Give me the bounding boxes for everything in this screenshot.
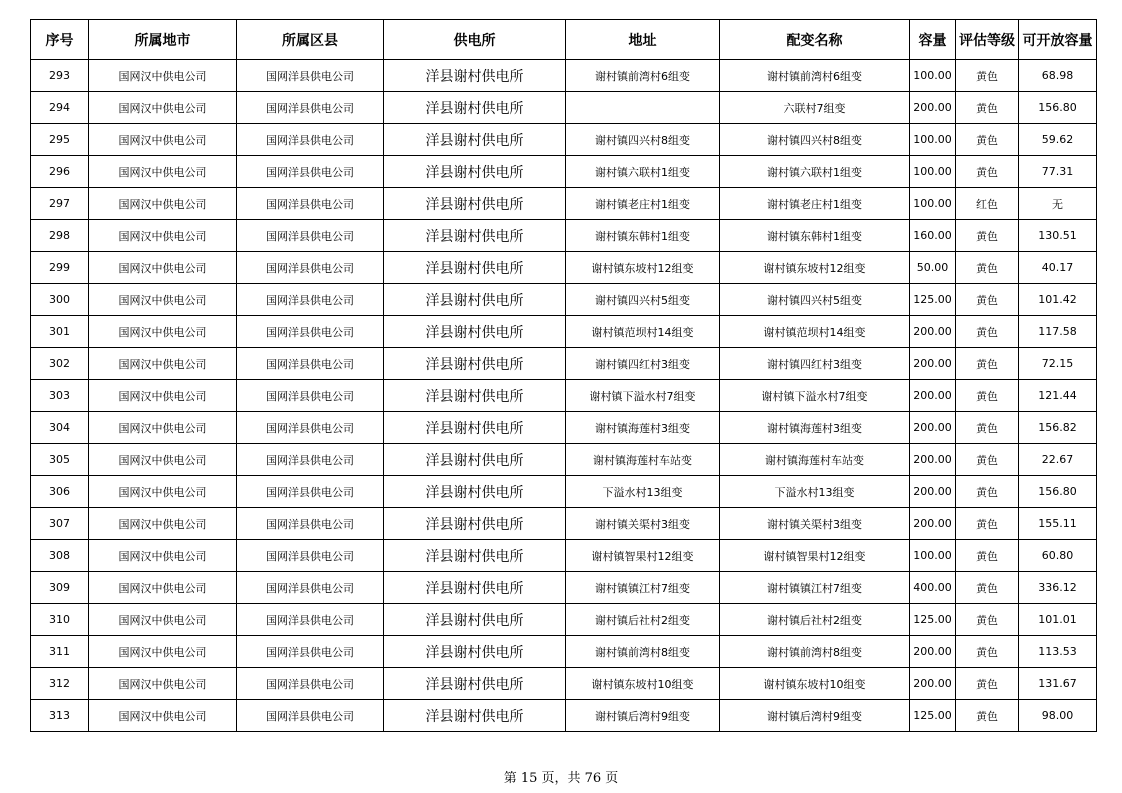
- cell-capacity: 100.00: [910, 124, 956, 156]
- cell-capacity: 200.00: [910, 380, 956, 412]
- cell-index: 303: [31, 380, 89, 412]
- page-footer: 第 15 页，共 76 页: [503, 771, 619, 786]
- cell-transformer-name: 谢村镇后社村2组变: [720, 604, 910, 636]
- cell-index: 299: [31, 252, 89, 284]
- cell-station: 洋县谢村供电所: [384, 124, 566, 156]
- cell-station: 洋县谢村供电所: [384, 284, 566, 316]
- cell-open-capacity: 98.00: [1019, 700, 1097, 732]
- cell-county: 国网洋县供电公司: [237, 124, 384, 156]
- cell-index: 308: [31, 540, 89, 572]
- cell-county: 国网洋县供电公司: [237, 188, 384, 220]
- cell-address: 谢村镇东坡村12组变: [566, 252, 720, 284]
- cell-county: 国网洋县供电公司: [237, 252, 384, 284]
- cell-index: 293: [31, 60, 89, 92]
- table-row: [31, 572, 1097, 604]
- table-row: [31, 508, 1097, 540]
- cell-index: 301: [31, 316, 89, 348]
- cell-county: 国网洋县供电公司: [237, 476, 384, 508]
- cell-capacity: 200.00: [910, 476, 956, 508]
- table-row: [31, 700, 1097, 732]
- table-row: [31, 92, 1097, 124]
- header-address: 地址: [566, 20, 720, 60]
- table-row: [31, 668, 1097, 700]
- cell-city: 国网汉中供电公司: [89, 60, 237, 92]
- cell-capacity: 50.00: [910, 252, 956, 284]
- table-header-row: [31, 20, 1097, 60]
- table-row: [31, 348, 1097, 380]
- cell-open-capacity: 113.53: [1019, 636, 1097, 668]
- cell-rating: 黄色: [956, 220, 1019, 252]
- cell-transformer-name: 谢村镇老庄村1组变: [720, 188, 910, 220]
- cell-rating: 黄色: [956, 92, 1019, 124]
- cell-city: 国网汉中供电公司: [89, 284, 237, 316]
- cell-address: 谢村镇四兴村8组变: [566, 124, 720, 156]
- cell-open-capacity: 156.80: [1019, 476, 1097, 508]
- cell-station: 洋县谢村供电所: [384, 60, 566, 92]
- cell-index: 312: [31, 668, 89, 700]
- cell-county: 国网洋县供电公司: [237, 60, 384, 92]
- cell-capacity: 200.00: [910, 412, 956, 444]
- cell-index: 295: [31, 124, 89, 156]
- cell-county: 国网洋县供电公司: [237, 220, 384, 252]
- table-row: [31, 188, 1097, 220]
- cell-capacity: 160.00: [910, 220, 956, 252]
- table-row: [31, 156, 1097, 188]
- header-index: 序号: [31, 20, 89, 60]
- cell-open-capacity: 72.15: [1019, 348, 1097, 380]
- cell-city: 国网汉中供电公司: [89, 348, 237, 380]
- cell-transformer-name: 谢村镇四兴村5组变: [720, 284, 910, 316]
- table-body: [31, 60, 1097, 732]
- cell-capacity: 100.00: [910, 188, 956, 220]
- cell-county: 国网洋县供电公司: [237, 348, 384, 380]
- cell-transformer-name: 下溢水村13组变: [720, 476, 910, 508]
- table-row: [31, 444, 1097, 476]
- cell-index: 294: [31, 92, 89, 124]
- cell-rating: 黄色: [956, 284, 1019, 316]
- cell-address: 谢村镇四兴村5组变: [566, 284, 720, 316]
- cell-station: 洋县谢村供电所: [384, 348, 566, 380]
- cell-transformer-name: 谢村镇范坝村14组变: [720, 316, 910, 348]
- cell-station: 洋县谢村供电所: [384, 508, 566, 540]
- cell-county: 国网洋县供电公司: [237, 668, 384, 700]
- cell-open-capacity: 131.67: [1019, 668, 1097, 700]
- cell-city: 国网汉中供电公司: [89, 444, 237, 476]
- cell-open-capacity: 156.80: [1019, 92, 1097, 124]
- cell-county: 国网洋县供电公司: [237, 700, 384, 732]
- cell-city: 国网汉中供电公司: [89, 508, 237, 540]
- cell-station: 洋县谢村供电所: [384, 572, 566, 604]
- cell-county: 国网洋县供电公司: [237, 380, 384, 412]
- cell-capacity: 200.00: [910, 636, 956, 668]
- cell-address: 谢村镇东韩村1组变: [566, 220, 720, 252]
- cell-station: 洋县谢村供电所: [384, 220, 566, 252]
- cell-rating: 黄色: [956, 444, 1019, 476]
- cell-transformer-name: 谢村镇东坡村10组变: [720, 668, 910, 700]
- header-station: 供电所: [384, 20, 566, 60]
- cell-county: 国网洋县供电公司: [237, 284, 384, 316]
- table-row: [31, 476, 1097, 508]
- cell-rating: 黄色: [956, 316, 1019, 348]
- table-row: [31, 636, 1097, 668]
- cell-address: 谢村镇镇江村7组变: [566, 572, 720, 604]
- cell-index: 307: [31, 508, 89, 540]
- cell-station: 洋县谢村供电所: [384, 156, 566, 188]
- cell-rating: 黄色: [956, 412, 1019, 444]
- cell-address: 谢村镇智果村12组变: [566, 540, 720, 572]
- cell-transformer-name: 六联村7组变: [720, 92, 910, 124]
- cell-station: 洋县谢村供电所: [384, 636, 566, 668]
- cell-city: 国网汉中供电公司: [89, 124, 237, 156]
- cell-station: 洋县谢村供电所: [384, 92, 566, 124]
- cell-address: 谢村镇范坝村14组变: [566, 316, 720, 348]
- cell-capacity: 200.00: [910, 444, 956, 476]
- cell-city: 国网汉中供电公司: [89, 188, 237, 220]
- cell-transformer-name: 谢村镇镇江村7组变: [720, 572, 910, 604]
- cell-open-capacity: 121.44: [1019, 380, 1097, 412]
- cell-rating: 黄色: [956, 572, 1019, 604]
- table-row: [31, 60, 1097, 92]
- cell-address: 谢村镇前湾村6组变: [566, 60, 720, 92]
- cell-open-capacity: 22.67: [1019, 444, 1097, 476]
- cell-rating: 黄色: [956, 540, 1019, 572]
- table-row: [31, 316, 1097, 348]
- cell-index: 300: [31, 284, 89, 316]
- header-transformer-name: 配变名称: [720, 20, 910, 60]
- cell-rating: 黄色: [956, 124, 1019, 156]
- cell-county: 国网洋县供电公司: [237, 316, 384, 348]
- table-row: [31, 540, 1097, 572]
- cell-capacity: 100.00: [910, 156, 956, 188]
- cell-county: 国网洋县供电公司: [237, 636, 384, 668]
- table-row: [31, 604, 1097, 636]
- table-row: [31, 412, 1097, 444]
- cell-city: 国网汉中供电公司: [89, 636, 237, 668]
- cell-rating: 黄色: [956, 252, 1019, 284]
- table-row: [31, 252, 1097, 284]
- header-city: 所属地市: [89, 20, 237, 60]
- cell-capacity: 100.00: [910, 540, 956, 572]
- cell-rating: 黄色: [956, 700, 1019, 732]
- cell-transformer-name: 谢村镇后湾村9组变: [720, 700, 910, 732]
- cell-rating: 黄色: [956, 348, 1019, 380]
- cell-index: 305: [31, 444, 89, 476]
- cell-capacity: 200.00: [910, 316, 956, 348]
- cell-station: 洋县谢村供电所: [384, 668, 566, 700]
- cell-transformer-name: 谢村镇海莲村3组变: [720, 412, 910, 444]
- cell-capacity: 400.00: [910, 572, 956, 604]
- cell-city: 国网汉中供电公司: [89, 156, 237, 188]
- cell-open-capacity: 68.98: [1019, 60, 1097, 92]
- cell-transformer-name: 谢村镇下溢水村7组变: [720, 380, 910, 412]
- cell-county: 国网洋县供电公司: [237, 508, 384, 540]
- cell-index: 311: [31, 636, 89, 668]
- cell-transformer-name: 谢村镇四兴村8组变: [720, 124, 910, 156]
- cell-capacity: 200.00: [910, 92, 956, 124]
- cell-city: 国网汉中供电公司: [89, 220, 237, 252]
- cell-address: 谢村镇后社村2组变: [566, 604, 720, 636]
- cell-rating: 黄色: [956, 476, 1019, 508]
- cell-city: 国网汉中供电公司: [89, 700, 237, 732]
- cell-capacity: 200.00: [910, 348, 956, 380]
- header-county: 所属区县: [237, 20, 384, 60]
- cell-transformer-name: 谢村镇关渠村3组变: [720, 508, 910, 540]
- cell-county: 国网洋县供电公司: [237, 412, 384, 444]
- cell-rating: 黄色: [956, 156, 1019, 188]
- cell-city: 国网汉中供电公司: [89, 540, 237, 572]
- cell-address: [566, 92, 720, 124]
- cell-county: 国网洋县供电公司: [237, 444, 384, 476]
- table-row: [31, 220, 1097, 252]
- header-rating: 评估等级: [956, 20, 1019, 60]
- cell-address: 下溢水村13组变: [566, 476, 720, 508]
- cell-open-capacity: 336.12: [1019, 572, 1097, 604]
- cell-index: 309: [31, 572, 89, 604]
- header-capacity: 容量: [910, 20, 956, 60]
- cell-station: 洋县谢村供电所: [384, 188, 566, 220]
- cell-open-capacity: 77.31: [1019, 156, 1097, 188]
- cell-county: 国网洋县供电公司: [237, 540, 384, 572]
- cell-rating: 黄色: [956, 604, 1019, 636]
- cell-transformer-name: 谢村镇前湾村6组变: [720, 60, 910, 92]
- cell-county: 国网洋县供电公司: [237, 92, 384, 124]
- cell-city: 国网汉中供电公司: [89, 476, 237, 508]
- cell-address: 谢村镇六联村1组变: [566, 156, 720, 188]
- cell-index: 298: [31, 220, 89, 252]
- cell-transformer-name: 谢村镇海莲村车站变: [720, 444, 910, 476]
- cell-station: 洋县谢村供电所: [384, 316, 566, 348]
- cell-city: 国网汉中供电公司: [89, 604, 237, 636]
- cell-transformer-name: 谢村镇智果村12组变: [720, 540, 910, 572]
- cell-capacity: 125.00: [910, 700, 956, 732]
- cell-rating: 黄色: [956, 508, 1019, 540]
- cell-address: 谢村镇老庄村1组变: [566, 188, 720, 220]
- cell-station: 洋县谢村供电所: [384, 444, 566, 476]
- cell-station: 洋县谢村供电所: [384, 540, 566, 572]
- cell-open-capacity: 40.17: [1019, 252, 1097, 284]
- cell-county: 国网洋县供电公司: [237, 156, 384, 188]
- cell-city: 国网汉中供电公司: [89, 316, 237, 348]
- cell-rating: 黄色: [956, 60, 1019, 92]
- cell-index: 302: [31, 348, 89, 380]
- cell-city: 国网汉中供电公司: [89, 412, 237, 444]
- cell-city: 国网汉中供电公司: [89, 572, 237, 604]
- cell-address: 谢村镇下溢水村7组变: [566, 380, 720, 412]
- cell-open-capacity: 101.01: [1019, 604, 1097, 636]
- table-row: [31, 380, 1097, 412]
- cell-index: 306: [31, 476, 89, 508]
- cell-station: 洋县谢村供电所: [384, 700, 566, 732]
- cell-address: 谢村镇海莲村车站变: [566, 444, 720, 476]
- cell-station: 洋县谢村供电所: [384, 412, 566, 444]
- cell-capacity: 200.00: [910, 508, 956, 540]
- cell-transformer-name: 谢村镇六联村1组变: [720, 156, 910, 188]
- cell-capacity: 125.00: [910, 284, 956, 316]
- cell-open-capacity: 101.42: [1019, 284, 1097, 316]
- cell-city: 国网汉中供电公司: [89, 380, 237, 412]
- cell-county: 国网洋县供电公司: [237, 572, 384, 604]
- cell-transformer-name: 谢村镇东坡村12组变: [720, 252, 910, 284]
- cell-transformer-name: 谢村镇前湾村8组变: [720, 636, 910, 668]
- cell-index: 310: [31, 604, 89, 636]
- cell-city: 国网汉中供电公司: [89, 252, 237, 284]
- cell-transformer-name: 谢村镇四红村3组变: [720, 348, 910, 380]
- cell-rating: 黄色: [956, 636, 1019, 668]
- cell-station: 洋县谢村供电所: [384, 380, 566, 412]
- cell-index: 296: [31, 156, 89, 188]
- cell-rating: 红色: [956, 188, 1019, 220]
- cell-index: 313: [31, 700, 89, 732]
- cell-open-capacity: 117.58: [1019, 316, 1097, 348]
- cell-rating: 黄色: [956, 380, 1019, 412]
- cell-address: 谢村镇东坡村10组变: [566, 668, 720, 700]
- table-row: [31, 124, 1097, 156]
- cell-address: 谢村镇后湾村9组变: [566, 700, 720, 732]
- cell-rating: 黄色: [956, 668, 1019, 700]
- cell-open-capacity: 130.51: [1019, 220, 1097, 252]
- cell-capacity: 200.00: [910, 668, 956, 700]
- cell-open-capacity: 59.62: [1019, 124, 1097, 156]
- cell-transformer-name: 谢村镇东韩村1组变: [720, 220, 910, 252]
- cell-open-capacity: 155.11: [1019, 508, 1097, 540]
- transformer-capacity-table-container: [30, 19, 1096, 732]
- cell-station: 洋县谢村供电所: [384, 476, 566, 508]
- cell-open-capacity: 无: [1019, 188, 1097, 220]
- cell-address: 谢村镇海莲村3组变: [566, 412, 720, 444]
- cell-address: 谢村镇前湾村8组变: [566, 636, 720, 668]
- cell-open-capacity: 60.80: [1019, 540, 1097, 572]
- cell-capacity: 125.00: [910, 604, 956, 636]
- cell-open-capacity: 156.82: [1019, 412, 1097, 444]
- cell-address: 谢村镇四红村3组变: [566, 348, 720, 380]
- header-open-capacity: 可开放容量: [1019, 20, 1097, 60]
- cell-index: 304: [31, 412, 89, 444]
- table-row: [31, 284, 1097, 316]
- cell-county: 国网洋县供电公司: [237, 604, 384, 636]
- transformer-capacity-table: [30, 19, 1097, 732]
- cell-station: 洋县谢村供电所: [384, 604, 566, 636]
- cell-city: 国网汉中供电公司: [89, 92, 237, 124]
- cell-capacity: 100.00: [910, 60, 956, 92]
- cell-city: 国网汉中供电公司: [89, 668, 237, 700]
- cell-index: 297: [31, 188, 89, 220]
- cell-station: 洋县谢村供电所: [384, 252, 566, 284]
- cell-address: 谢村镇关渠村3组变: [566, 508, 720, 540]
